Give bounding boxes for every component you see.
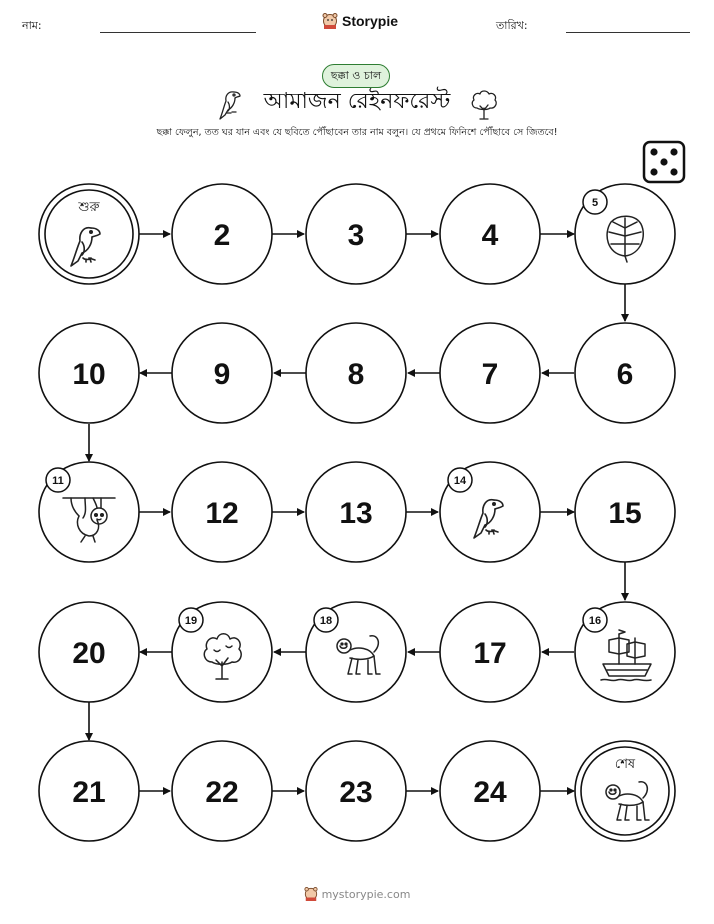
square-number: 12 [205, 497, 239, 530]
square-3 [306, 184, 406, 284]
start-label: শুরু [78, 200, 100, 215]
square-13 [306, 462, 406, 562]
square-5 [575, 184, 675, 284]
square-end [575, 741, 675, 841]
square-19 [172, 602, 272, 702]
page-title: আমাজন রেইনফরেস্ট [263, 89, 451, 114]
square-number: 7 [481, 358, 499, 391]
instructions: ছক্কা ফেলুন, তত ঘর যান এবং যে ছবিতে পৌঁছাবেন তার নাম বলুন। যে প্রথমে ফিনিশে পৌঁছাবে সে জিতবে! [156, 127, 558, 138]
square-badge: 11 [52, 475, 64, 487]
square-number: 23 [339, 776, 373, 809]
square-start [39, 184, 139, 284]
square-number: 2 [213, 219, 231, 252]
end-label: শেষ [614, 757, 636, 772]
square-17 [440, 602, 540, 702]
square-number: 10 [72, 358, 106, 391]
square-badge: 16 [588, 615, 602, 627]
square-7 [440, 323, 540, 423]
square-number: 3 [347, 219, 365, 252]
dice-five-icon [644, 142, 684, 182]
square-number: 4 [481, 219, 499, 252]
square-number: 6 [616, 358, 634, 391]
square-number: 15 [608, 497, 642, 530]
square-4 [440, 184, 540, 284]
square-badge: 14 [453, 475, 467, 487]
square-number: 21 [72, 776, 106, 809]
square-10 [39, 323, 139, 423]
square-number: 24 [473, 776, 507, 809]
square-2 [172, 184, 272, 284]
square-20 [39, 602, 139, 702]
square-number: 13 [339, 497, 373, 530]
square-badge: 19 [184, 615, 198, 627]
square-16 [575, 602, 675, 702]
square-14 [440, 462, 540, 562]
square-number: 8 [347, 358, 365, 391]
name-label: নাম: [22, 19, 42, 32]
square-9 [172, 323, 272, 423]
square-badge: 18 [319, 615, 333, 627]
date-label: তারিখ: [496, 19, 528, 32]
square-6 [575, 323, 675, 423]
square-21 [39, 741, 139, 841]
square-11 [39, 462, 139, 562]
storypie-logo-icon [304, 886, 318, 902]
square-23 [306, 741, 406, 841]
footer-site[interactable]: mystorypie.com [321, 887, 411, 901]
square-12 [172, 462, 272, 562]
square-15 [575, 462, 675, 562]
game-type-tag: ছক্কা ও চাল [322, 64, 390, 88]
brand-name: Storypie [342, 13, 399, 29]
square-number: 17 [473, 637, 507, 670]
square-number: 9 [213, 358, 231, 391]
square-18 [306, 602, 406, 702]
square-number: 20 [72, 637, 106, 670]
footer [0, 886, 714, 902]
square-number: 22 [205, 776, 239, 809]
square-8 [306, 323, 406, 423]
square-badge: 5 [591, 197, 599, 209]
square-22 [172, 741, 272, 841]
square-24 [440, 741, 540, 841]
